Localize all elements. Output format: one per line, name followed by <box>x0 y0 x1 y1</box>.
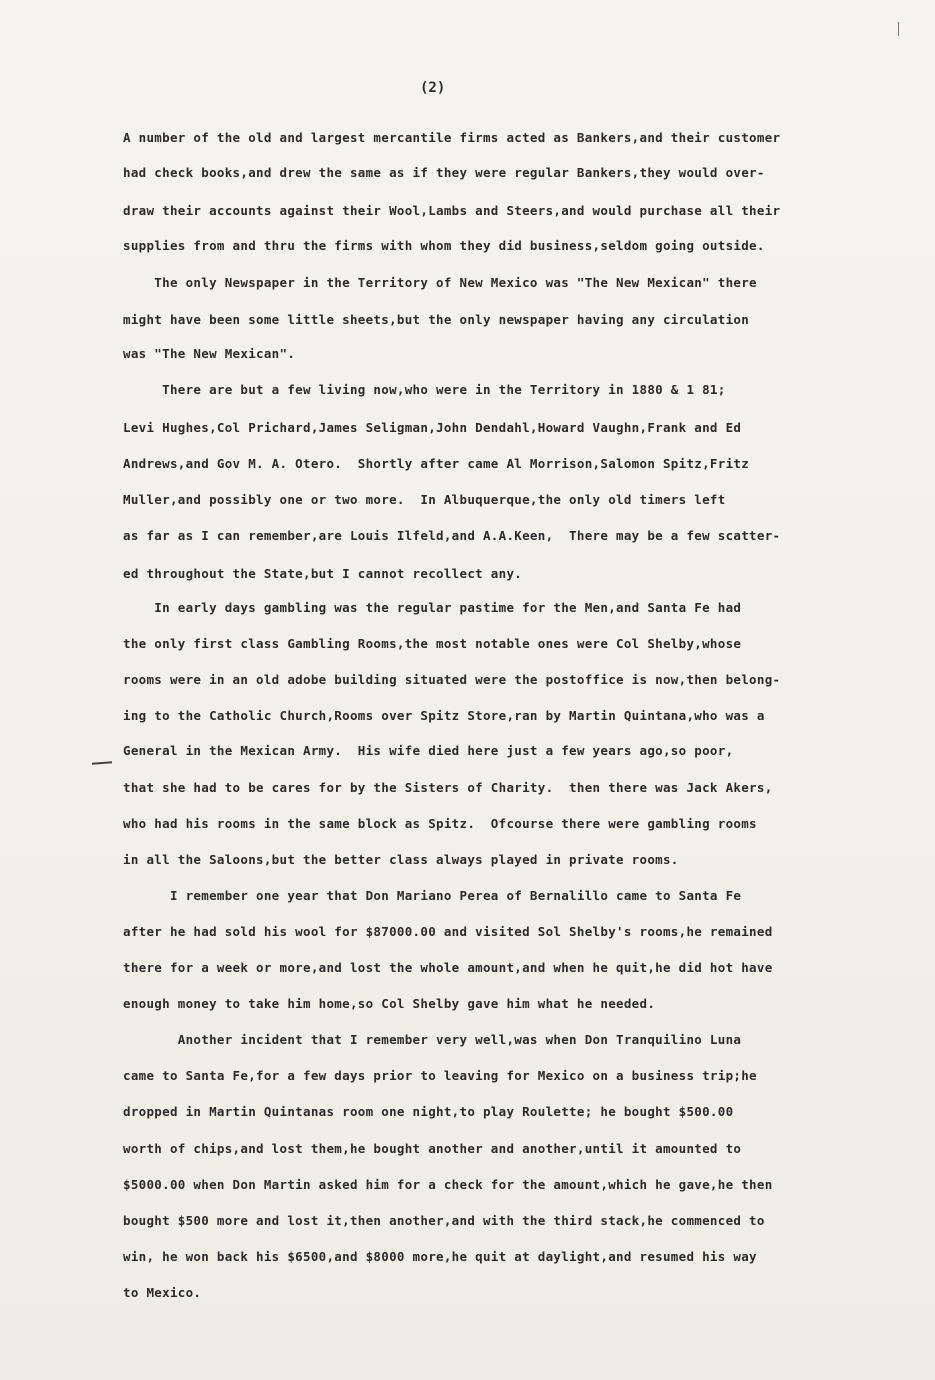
text-line: in all the Saloons,but the better class always played in private rooms. <box>123 852 679 867</box>
text-line: dropped in Martin Quintanas room one night,to play Roulette; he bought $500.00 <box>123 1104 734 1119</box>
text-line: worth of chips,and lost them,he bought another and another,until it amounted to <box>123 1141 742 1156</box>
text-line: In early days gambling was the regular pastime for the Men,and Santa Fe had <box>123 600 742 615</box>
text-line: The only Newspaper in the Territory of New Mexico was "The New Mexican" there <box>123 275 757 290</box>
corner-pencil-mark <box>898 22 899 36</box>
text-line: draw their accounts against their Wool,Lambs and Steers,and would purchase all their <box>123 203 781 218</box>
text-line: win, he won back his $6500,and $8000 more,he quit at daylight,and resumed his way <box>123 1249 757 1264</box>
text-line: Levi Hughes,Col Prichard,James Seligman,John Dendahl,Howard Vaughn,Frank and Ed <box>123 420 742 435</box>
text-line: that she had to be cares for by the Sisters of Charity. then there was Jack Akers, <box>123 780 773 795</box>
text-line: ed throughout the State,but I cannot recollect any. <box>123 566 523 581</box>
page-number: (2) <box>420 80 446 96</box>
text-line: was "The New Mexican". <box>123 346 296 361</box>
text-line: $5000.00 when Don Martin asked him for a check for the amount,which he gave,he then <box>123 1177 773 1192</box>
text-line: Muller,and possibly one or two more. In Albuquerque,the only old timers left <box>123 492 726 507</box>
text-line: as far as I can remember,are Louis Ilfeld,and A.A.Keen, There may be a few scatter- <box>123 528 781 543</box>
text-line: There are but a few living now,who were in the Territory in 1880 & 1 81; <box>123 382 726 397</box>
text-line: rooms were in an old adobe building situated were the postoffice is now,then belong- <box>123 672 781 687</box>
text-line: I remember one year that Don Mariano Perea of Bernalillo came to Santa Fe <box>123 888 742 903</box>
text-line: A number of the old and largest mercantile firms acted as Bankers,and their customer <box>123 130 781 145</box>
text-line: after he had sold his wool for $87000.00 and visited Sol Shelby's rooms,he remained <box>123 924 773 939</box>
text-line: came to Santa Fe,for a few days prior to leaving for Mexico on a business trip;he <box>123 1068 757 1083</box>
text-line: there for a week or more,and lost the whole amount,and when he quit,he did hot have <box>123 960 773 975</box>
text-line: had check books,and drew the same as if they were regular Bankers,they would over- <box>123 165 765 180</box>
text-line: to Mexico. <box>123 1285 202 1300</box>
text-line: might have been some little sheets,but the only newspaper having any circulation <box>123 312 750 327</box>
text-line: who had his rooms in the same block as Spitz. Ofcourse there were gambling rooms <box>123 816 757 831</box>
margin-pencil-mark <box>92 761 112 764</box>
text-line: enough money to take him home,so Col Shelby gave him what he needed. <box>123 996 656 1011</box>
text-line: bought $500 more and lost it,then another,and with the third stack,he commenced to <box>123 1213 765 1228</box>
text-line: supplies from and thru the firms with whom they did business,seldom going outside. <box>123 238 765 253</box>
text-line: the only first class Gambling Rooms,the most notable ones were Col Shelby,whose <box>123 636 742 651</box>
text-line: Another incident that I remember very well,was when Don Tranquilino Luna <box>123 1032 742 1047</box>
text-line: Andrews,and Gov M. A. Otero. Shortly after came Al Morrison,Salomon Spitz,Fritz <box>123 456 750 471</box>
text-line: General in the Mexican Army. His wife died here just a few years ago,so poor, <box>123 743 734 758</box>
text-line: ing to the Catholic Church,Rooms over Spitz Store,ran by Martin Quintana,who was a <box>123 708 765 723</box>
